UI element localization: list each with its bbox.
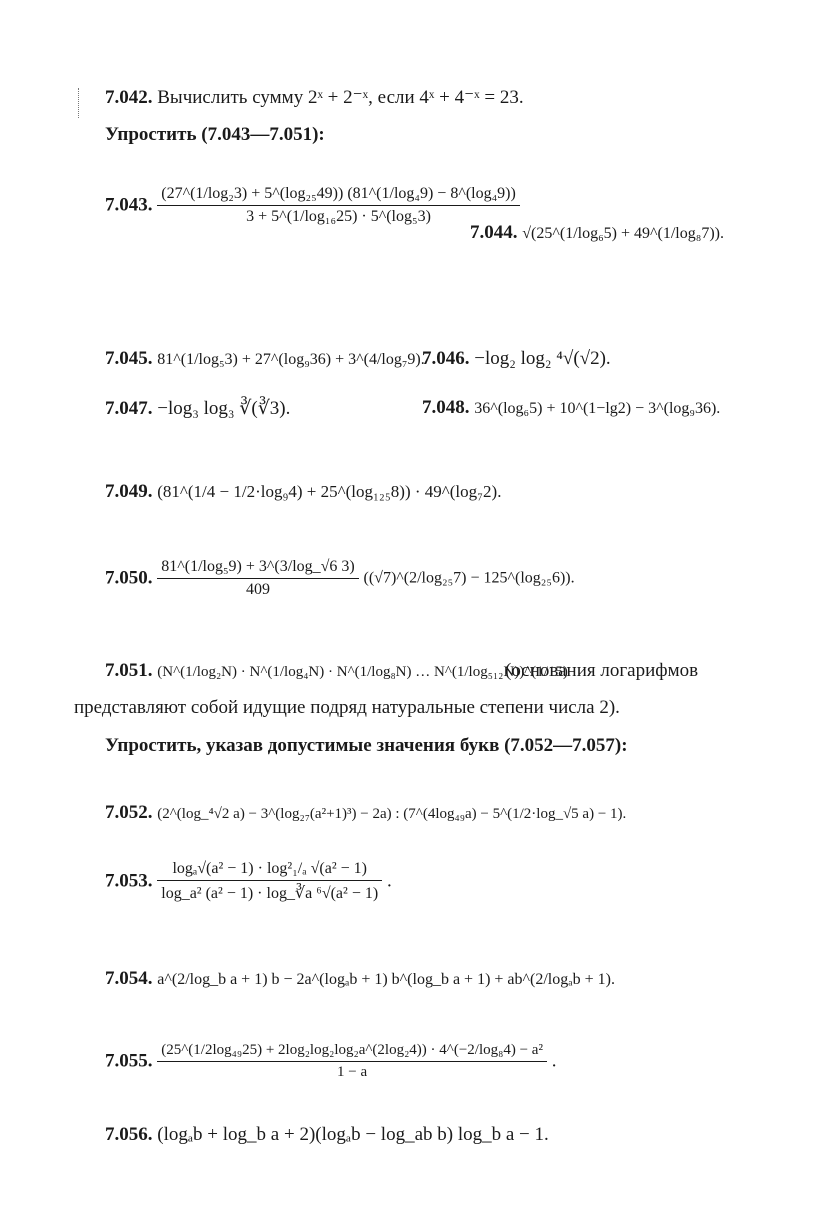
problem-number: 7.053. xyxy=(105,870,153,892)
problem-expression: (N^(1/log₂N) · N^(1/log₄N) · N^(1/log₈N) … N^(1/log₅₁₂N))^(1/15) xyxy=(157,664,568,680)
denominator: 409 xyxy=(246,581,270,598)
problem-expression-tail: . xyxy=(551,1050,557,1072)
problem-number: 7.043. xyxy=(105,194,153,216)
problem-number: 7.042. xyxy=(105,87,153,108)
numerator: 81^(1/log₅9) + 3^(3/log_√6 3) xyxy=(161,558,355,575)
problem-7-046 xyxy=(422,348,611,370)
problem-expression: 81^(1/log₅3) + 27^(log₉36) + 3^(4/log₇9). xyxy=(157,351,425,368)
fraction-bar xyxy=(157,1061,547,1062)
problem-number: 7.052. xyxy=(105,802,153,823)
numerator: logₐ√(a² − 1) · log²₁/ₐ √(a² − 1) xyxy=(172,860,367,877)
problem-number: 7.046. xyxy=(422,348,470,369)
section-heading-simplify: Упростить (7.043—7.051): xyxy=(105,124,325,145)
problem-number: 7.051. xyxy=(105,660,153,681)
problem-7-052 xyxy=(105,802,626,824)
problem-number: 7.054. xyxy=(105,968,153,989)
numerator: (25^(1/2log₄₉25) + 2log₂log₂log₂a^(2log₂4)) · 4^(−2/log₈4) − a² xyxy=(161,1042,543,1058)
fraction-bar xyxy=(157,205,520,206)
problem-number: 7.050. xyxy=(105,567,153,589)
denominator: log_a² (a² − 1) · log_∛a ⁶√(a² − 1) xyxy=(161,885,379,902)
problem-7-054 xyxy=(105,968,615,990)
problem-expression: (2^(log_⁴√2 a) − 3^(log₂₇(a²+1)³) − 2a) : (7^(4log₄₉a) − 5^(1/2·log_√5 a) − 1). xyxy=(157,806,627,822)
problem-expression: −log₃ log₃ ∛(∛3). xyxy=(157,398,291,419)
problem-7-051 xyxy=(105,660,568,682)
problem-7-053 xyxy=(105,860,392,903)
problem-expression: 36^(log₆5) + 10^(1−lg2) − 3^(log₉36). xyxy=(474,400,721,417)
problem-number: 7.048. xyxy=(422,397,470,418)
problem-7-043 xyxy=(105,185,520,226)
fraction xyxy=(157,860,382,903)
problem-number: 7.047. xyxy=(105,398,153,419)
fraction-bar xyxy=(157,880,382,881)
problem-7-056 xyxy=(105,1124,549,1146)
problem-7-051-note-1: (основания логарифмов xyxy=(505,660,699,681)
denominator: 1 − a xyxy=(337,1064,368,1080)
section-heading-simplify-domain: Упростить, указав допустимые значения букв (7.052—7.057): xyxy=(105,735,628,756)
problem-expression-tail: . xyxy=(386,870,392,892)
numerator: (27^(1/log₂3) + 5^(log₂₅49)) (81^(1/log₄9) − 8^(log₄9)) xyxy=(161,185,516,202)
fraction-bar xyxy=(157,578,359,579)
fraction xyxy=(157,1042,547,1081)
problem-7-042 xyxy=(105,86,524,109)
problem-7-051-note-2: представляют собой идущие подряд натуральные степени числа 2). xyxy=(74,697,620,718)
problem-number: 7.049. xyxy=(105,481,153,502)
margin-mark xyxy=(78,88,80,118)
problem-7-050 xyxy=(105,558,575,599)
problem-7-049 xyxy=(105,481,501,503)
problem-7-045 xyxy=(105,348,425,370)
problem-number: 7.045. xyxy=(105,348,153,369)
problem-text: Вычислить сумму 2ˣ + 2⁻ˣ, если 4ˣ + 4⁻ˣ = 23. xyxy=(157,87,524,108)
problem-expression: (81^(1/4 − 1/2·log₉4) + 25^(log₁₂₅8)) · 49^(log₇2). xyxy=(157,482,502,501)
problem-7-047 xyxy=(105,397,290,420)
problem-expression: a^(2/log_b a + 1) b − 2a^(logₐb + 1) b^(log_b a + 1) + ab^(2/logₐb + 1). xyxy=(157,971,615,988)
problem-expression: (logₐb + log_b a + 2)(logₐb − log_ab b) log_b a − 1. xyxy=(157,1124,549,1145)
problem-7-044 xyxy=(470,222,724,244)
fraction xyxy=(157,185,520,226)
problem-number: 7.044. xyxy=(470,222,518,243)
denominator: 3 + 5^(1/log₁₆25) · 5^(log₅3) xyxy=(246,208,431,225)
problem-7-048 xyxy=(422,397,720,419)
problem-expression-tail: ((√7)^(2/log₂₅7) − 125^(log₂₅6)). xyxy=(363,569,575,587)
problem-expression: √(25^(1/log₆5) + 49^(1/log₈7)). xyxy=(522,225,724,242)
fraction xyxy=(157,558,359,599)
problem-expression: −log₂ log₂ ⁴√(√2). xyxy=(474,348,611,369)
problem-number: 7.056. xyxy=(105,1124,153,1145)
problem-number: 7.055. xyxy=(105,1050,153,1072)
problem-7-055 xyxy=(105,1042,556,1081)
